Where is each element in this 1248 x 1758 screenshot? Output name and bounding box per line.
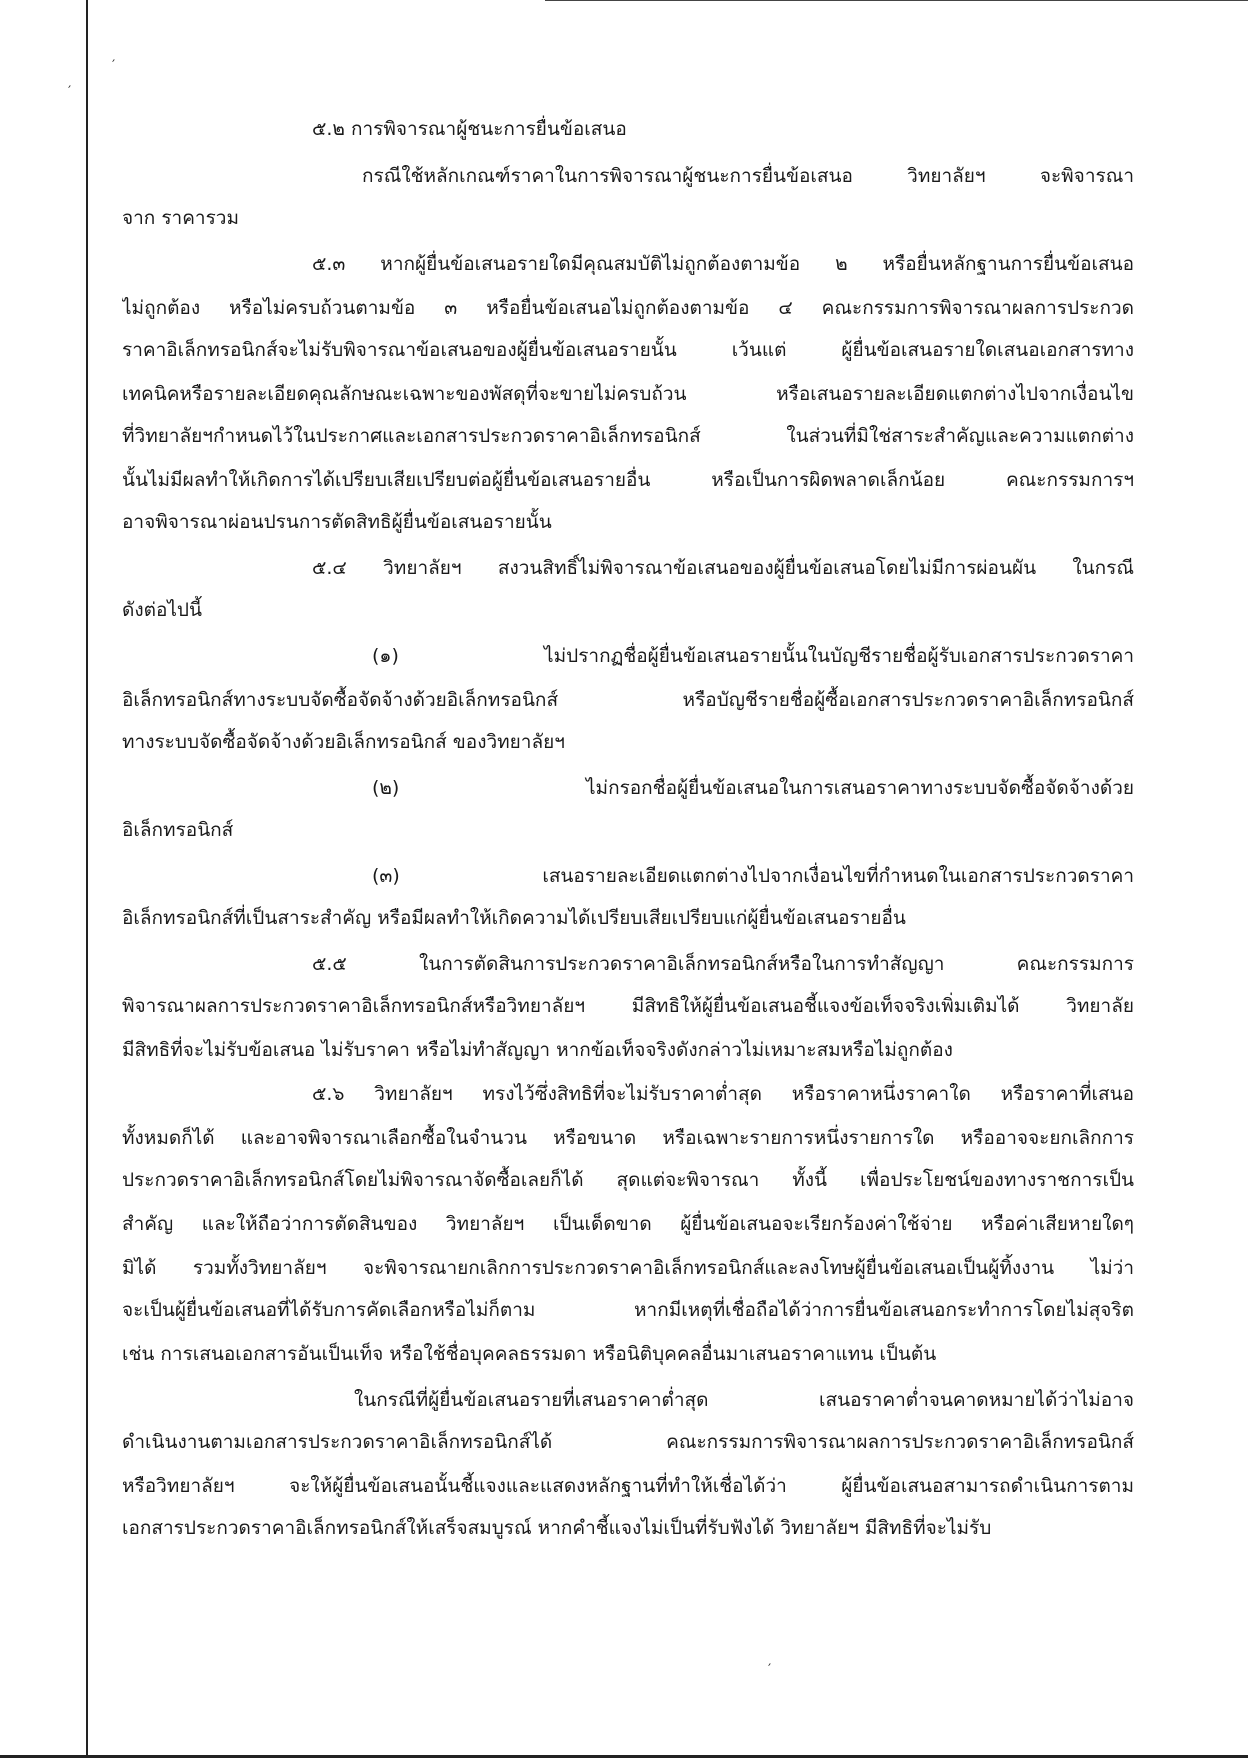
paragraph-line: มีสิทธิที่จะไม่รับข้อเสนอ ไม่รับราคา หรือไม่ทำสัญญา หากข้อเท็จจริงดังกล่าวไม่เหมาะสมหรือไม่ถูกต้อง <box>122 1039 953 1061</box>
paragraph-line: ทางระบบจัดซื้อจัดจ้างด้วยอิเล็กทรอนิกส์ ของวิทยาลัยฯ <box>122 731 565 753</box>
section-5-3-line: ๕.๓ หากผู้ยื่นข้อเสนอรายใดมีคุณสมบัติไม่ถูกต้องตามข้อ ๒ หรือยื่นหลักฐานการยื่นข้อเสนอ <box>312 253 1134 275</box>
paragraph-line: นั้นไม่มีผลทำให้เกิดการได้เปรียบเสียเปรียบต่อผู้ยื่นข้อเสนอรายอื่น หรือเป็นการผิดพลาดเล็กน้อย คณะกรรมการฯ <box>122 469 1134 491</box>
item-1-line: (๑) ไม่ปรากฏชื่อผู้ยื่นข้อเสนอรายนั้นในบัญชีรายชื่อผู้รับเอกสารประกวดราคา <box>372 645 1134 667</box>
paragraph-line: เทคนิคหรือรายละเอียดคุณลักษณะเฉพาะของพัสดุที่จะขายไม่ครบถ้วน หรือเสนอรายละเอียดแตกต่างไปจากเงื่อนไข <box>122 383 1134 405</box>
paragraph-line: มิได้ รวมทั้งวิทยาลัยฯ จะพิจารณายกเลิกการประกวดราคาอิเล็กทรอนิกส์และลงโทษผู้ยื่นข้อเสนอเป็นผู้ทิ้งงาน ไม่ว่า <box>122 1257 1134 1279</box>
paragraph-line: อิเล็กทรอนิกส์ทางระบบจัดซื้อจัดจ้างด้วยอิเล็กทรอนิกส์ หรือบัญชีรายชื่อผู้ซื้อเอกสารประกวดราคาอิเล็กทรอนิกส์ <box>122 689 1134 711</box>
paragraph-line: ไม่ถูกต้อง หรือไม่ครบถ้วนตามข้อ ๓ หรือยื่นข้อเสนอไม่ถูกต้องตามข้อ ๔ คณะกรรมการพิจารณาผลการประกวด <box>122 297 1134 319</box>
stray-mark: ′ <box>112 58 116 74</box>
section-5-4-line: ๕.๔ วิทยาลัยฯ สงวนสิทธิ์ไม่พิจารณาข้อเสนอของผู้ยื่นข้อเสนอโดยไม่มีการผ่อนผัน ในกรณี <box>312 557 1134 579</box>
paragraph-line: ในกรณีที่ผู้ยื่นข้อเสนอรายที่เสนอราคาต่ำสุด เสนอราคาต่ำจนคาดหมายได้ว่าไม่อาจ <box>354 1389 1134 1411</box>
left-margin-rule <box>86 0 88 1758</box>
item-2-line: (๒) ไม่กรอกชื่อผู้ยื่นข้อเสนอในการเสนอราคาทางระบบจัดซื้อจัดจ้างด้วย <box>372 777 1134 799</box>
paragraph-line: หรือวิทยาลัยฯ จะให้ผู้ยื่นข้อเสนอนั้นชี้แจงและแสดงหลักฐานที่ทำให้เชื่อได้ว่า ผู้ยื่นข้อเสนอสามารถดำเนินการตาม <box>122 1475 1134 1497</box>
top-edge-rule <box>545 0 1248 1</box>
section-heading-5-2: ๕.๒ การพิจารณาผู้ชนะการยื่นข้อเสนอ <box>312 118 627 140</box>
stray-mark: ′ <box>68 84 72 100</box>
paragraph-line: เอกสารประกวดราคาอิเล็กทรอนิกส์ให้เสร็จสมบูรณ์ หากคำชี้แจงไม่เป็นที่รับฟังได้ วิทยาลัยฯ มีสิทธิที่จะไม่รับ <box>122 1517 992 1539</box>
paragraph-line: อิเล็กทรอนิกส์ที่เป็นสาระสำคัญ หรือมีผลทำให้เกิดความได้เปรียบเสียเปรียบแก่ผู้ยื่นข้อเสนอรายอื่น <box>122 907 906 929</box>
paragraph-line: ดังต่อไปนี้ <box>122 599 202 621</box>
paragraph-line: ประกวดราคาอิเล็กทรอนิกส์โดยไม่พิจารณาจัดซื้อเลยก็ได้ สุดแต่จะพิจารณา ทั้งนี้ เพื่อประโยชน์ของทางราชการเป็น <box>122 1169 1134 1191</box>
paragraph-line: เช่น การเสนอเอกสารอันเป็นเท็จ หรือใช้ชื่อบุคคลธรรมดา หรือนิติบุคคลอื่นมาเสนอราคาแทน เป็นต้น <box>122 1343 937 1365</box>
paragraph-line: ที่วิทยาลัยฯกำหนดไว้ในประกาศและเอกสารประกวดราคาอิเล็กทรอนิกส์ ในส่วนที่มิใช่สาระสำคัญและความแตกต่าง <box>122 425 1134 447</box>
paragraph-line: พิจารณาผลการประกวดราคาอิเล็กทรอนิกส์หรือวิทยาลัยฯ มีสิทธิให้ผู้ยื่นข้อเสนอชี้แจงข้อเท็จจริงเพิ่มเติมได้ วิทยาลัย <box>122 995 1134 1017</box>
paragraph-line: ดำเนินงานตามเอกสารประกวดราคาอิเล็กทรอนิกส์ได้ คณะกรรมการพิจารณาผลการประกวดราคาอิเล็กทรอนิกส์ <box>122 1431 1134 1453</box>
paragraph-line: อาจพิจารณาผ่อนปรนการตัดสิทธิผู้ยื่นข้อเสนอรายนั้น <box>122 511 552 533</box>
paragraph-line: อิเล็กทรอนิกส์ <box>122 819 234 841</box>
paragraph-line: สำคัญ และให้ถือว่าการตัดสินของ วิทยาลัยฯ เป็นเด็ดขาด ผู้ยื่นข้อเสนอจะเรียกร้องค่าใช้จ่าย หรือค่าเสียหายใดๆ <box>122 1213 1134 1235</box>
item-3-line: (๓) เสนอรายละเอียดแตกต่างไปจากเงื่อนไขที่กำหนดในเอกสารประกวดราคา <box>372 865 1134 887</box>
paragraph-line: จะเป็นผู้ยื่นข้อเสนอที่ได้รับการคัดเลือกหรือไม่ก็ตาม หากมีเหตุที่เชื่อถือได้ว่าการยื่นข้อเสนอกระทำการโดยไม่สุจริต <box>122 1299 1134 1321</box>
paragraph-line: ทั้งหมดก็ได้ และอาจพิจารณาเลือกซื้อในจำนวน หรือขนาด หรือเฉพาะรายการหนึ่งรายการใด หรืออาจจะยกเลิกการ <box>122 1127 1134 1149</box>
paragraph-line: จาก ราคารวม <box>122 207 239 229</box>
section-5-5-line: ๕.๕ ในการตัดสินการประกวดราคาอิเล็กทรอนิกส์หรือในการทำสัญญา คณะกรรมการ <box>312 953 1134 975</box>
paragraph-line: กรณีใช้หลักเกณฑ์ราคาในการพิจารณาผู้ชนะการยื่นข้อเสนอ วิทยาลัยฯ จะพิจารณา <box>362 165 1134 187</box>
section-5-6-line: ๕.๖ วิทยาลัยฯ ทรงไว้ซึ่งสิทธิที่จะไม่รับราคาต่ำสุด หรือราคาหนึ่งราคาใด หรือราคาที่เสนอ <box>312 1083 1134 1105</box>
stray-mark: ′ <box>768 1662 772 1678</box>
paragraph-line: ราคาอิเล็กทรอนิกส์จะไม่รับพิจารณาข้อเสนอของผู้ยื่นข้อเสนอรายนั้น เว้นแต่ ผู้ยื่นข้อเสนอรายใดเสนอเอกสารทาง <box>122 339 1134 361</box>
